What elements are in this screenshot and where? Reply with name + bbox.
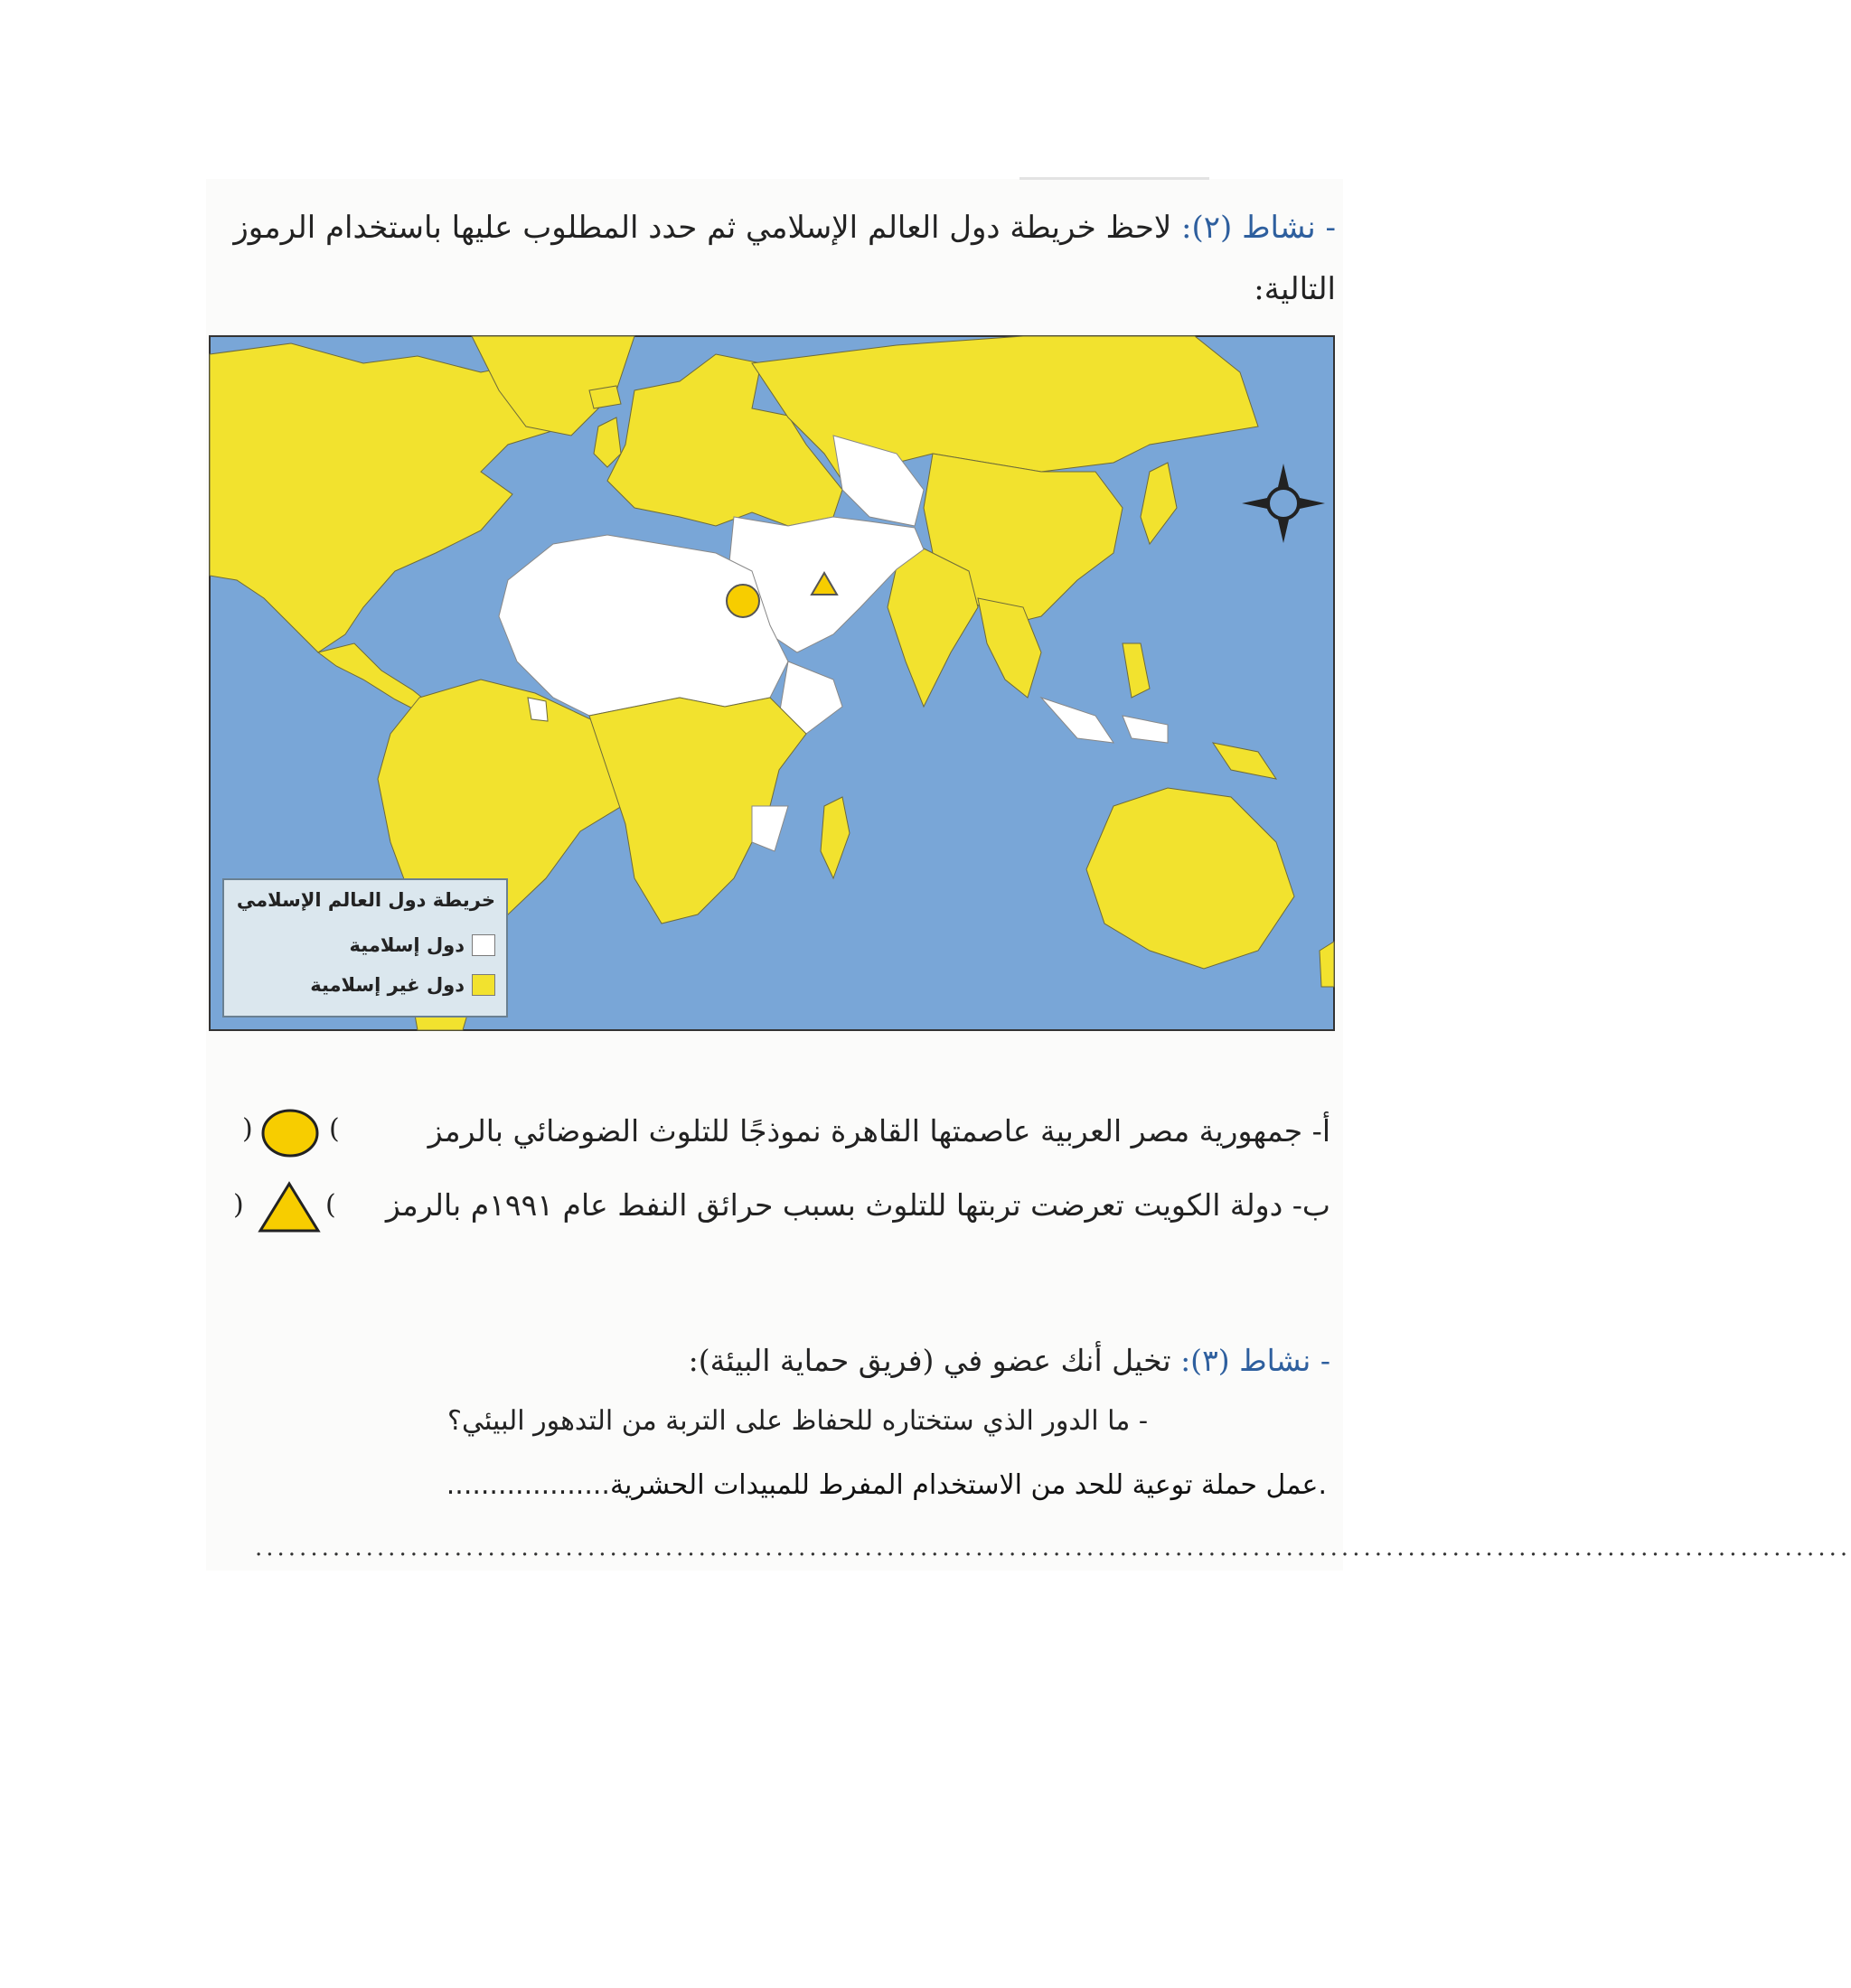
item-b-paren-close: ) (233, 1189, 244, 1221)
answer-dots: ................... (446, 1469, 610, 1501)
activity-3-heading (689, 1343, 1330, 1378)
item-b-paren-open: ( (325, 1189, 336, 1221)
item-a-paren-close: ) (242, 1113, 253, 1145)
legend-title: خريطة دول العالم الإسلامي (236, 889, 495, 911)
legend-label-non-islamic: دول غير إسلامية (310, 974, 465, 996)
legend-swatch-yellow (472, 974, 495, 996)
activity-3-question: - ما الدور الذي ستختاره للحفاظ على التربة من التدهور البيئي؟ (447, 1405, 1148, 1437)
top-divider (1019, 177, 1209, 180)
item-a-text: أ- جمهورية مصر العربية عاصمتها القاهرة نموذجًا للتلوث الضوضائي بالرمز (428, 1113, 1330, 1149)
legend-item-islamic (350, 934, 495, 956)
iceland (589, 386, 621, 408)
egypt-circle-marker (727, 585, 759, 617)
circle-icon (258, 1108, 322, 1158)
legend-swatch-white (472, 934, 495, 956)
activity-2-heading (188, 197, 1336, 320)
answer-line[interactable] (446, 1469, 1327, 1501)
map-legend (222, 878, 508, 1017)
suriname (528, 698, 548, 721)
activity-3-label: - نشاط (٣): (1180, 1343, 1330, 1378)
legend-item-non-islamic (310, 974, 495, 996)
triangle-icon (257, 1180, 322, 1234)
legend-label-islamic: دول إسلامية (349, 934, 465, 956)
activity-2-text: لاحظ خريطة دول العالم الإسلامي ثم حدد المطلوب عليها باستخدام الرموز التالية: (233, 210, 1336, 307)
activity-2-label: - نشاط (٢): (1181, 210, 1336, 246)
answer-text: .عمل حملة توعية للحد من الاستخدام المفرط للمبيدات الحشرية (609, 1469, 1327, 1501)
blank-answer-line[interactable]: ................................................................................................................................................ (255, 1534, 1851, 1561)
item-a-paren-open: ( (329, 1113, 340, 1145)
activity-3-text: تخيل أنك عضو في (فريق حماية البيئة): (688, 1343, 1181, 1378)
item-b-text: ب- دولة الكويت تعرضت تربتها للتلوث بسبب حرائق النفط عام ١٩٩١م بالرمز (385, 1187, 1330, 1223)
